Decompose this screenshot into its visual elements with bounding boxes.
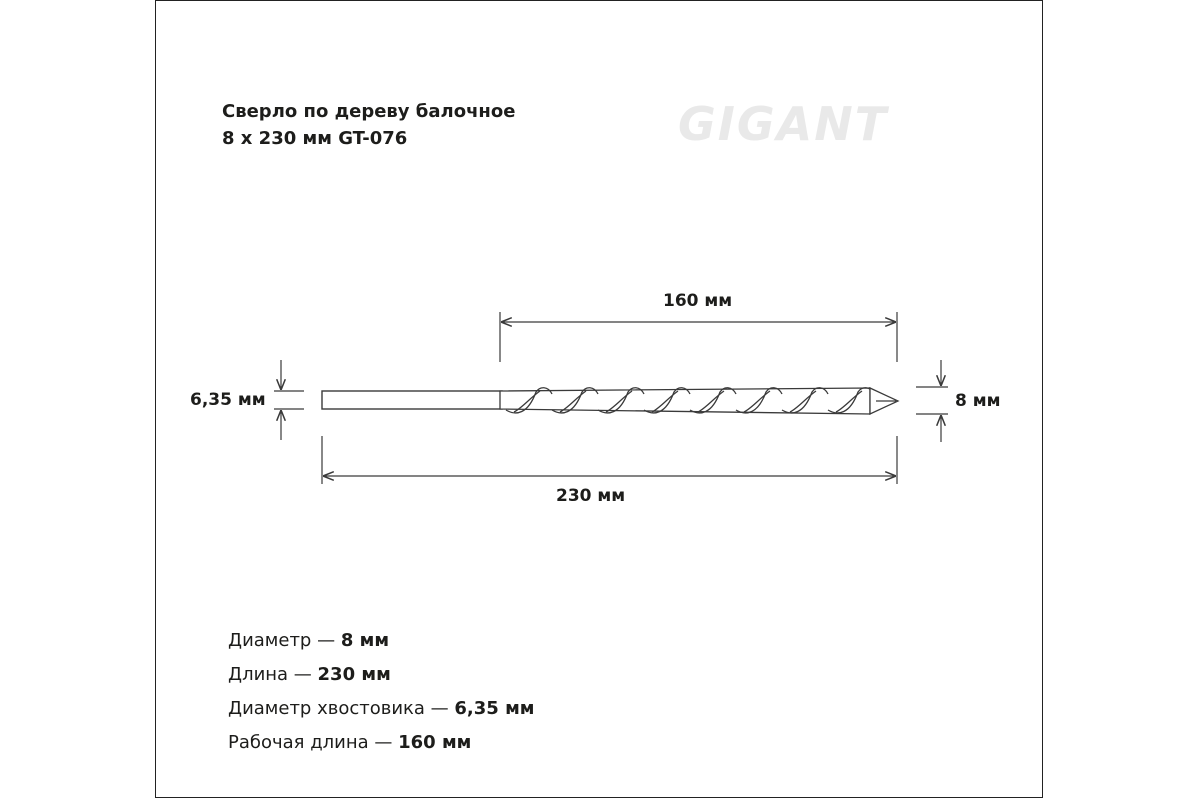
- title-line-1: Сверло по дереву балочное: [222, 101, 516, 122]
- diameter-dimension: [916, 360, 948, 442]
- drill-shank: [322, 391, 502, 409]
- spec-row-working-length: [228, 726, 535, 760]
- spec-label: Диаметр —: [228, 630, 341, 651]
- drill-spiral-body: [500, 388, 898, 414]
- title-line-2: 8 х 230 мм GT-076: [222, 128, 408, 149]
- shank-diameter-label: 6,35 мм: [190, 390, 266, 410]
- total-length-label: 230 мм: [556, 486, 626, 506]
- spec-row-shank-diameter: [228, 692, 535, 726]
- shank-diameter-dimension: [274, 360, 304, 440]
- spec-label: Длина —: [228, 664, 318, 685]
- spec-value: 160 мм: [398, 732, 472, 753]
- spec-row-length: [228, 658, 535, 692]
- spec-row-diameter: [228, 624, 535, 658]
- total-length-dimension: [322, 436, 897, 484]
- spec-value: 8 мм: [340, 630, 390, 651]
- spec-list: [228, 624, 535, 760]
- brand-logo: GIGANT: [678, 97, 889, 151]
- spec-label: Диаметр хвостовика —: [228, 698, 455, 719]
- spec-value: 6,35 мм: [454, 698, 535, 719]
- spec-label: Рабочая длина —: [228, 732, 399, 753]
- working-length-label: 160 мм: [663, 291, 733, 311]
- working-length-dimension: [500, 312, 897, 362]
- spec-value: 230 мм: [317, 664, 391, 685]
- diameter-label: 8 мм: [955, 391, 1001, 411]
